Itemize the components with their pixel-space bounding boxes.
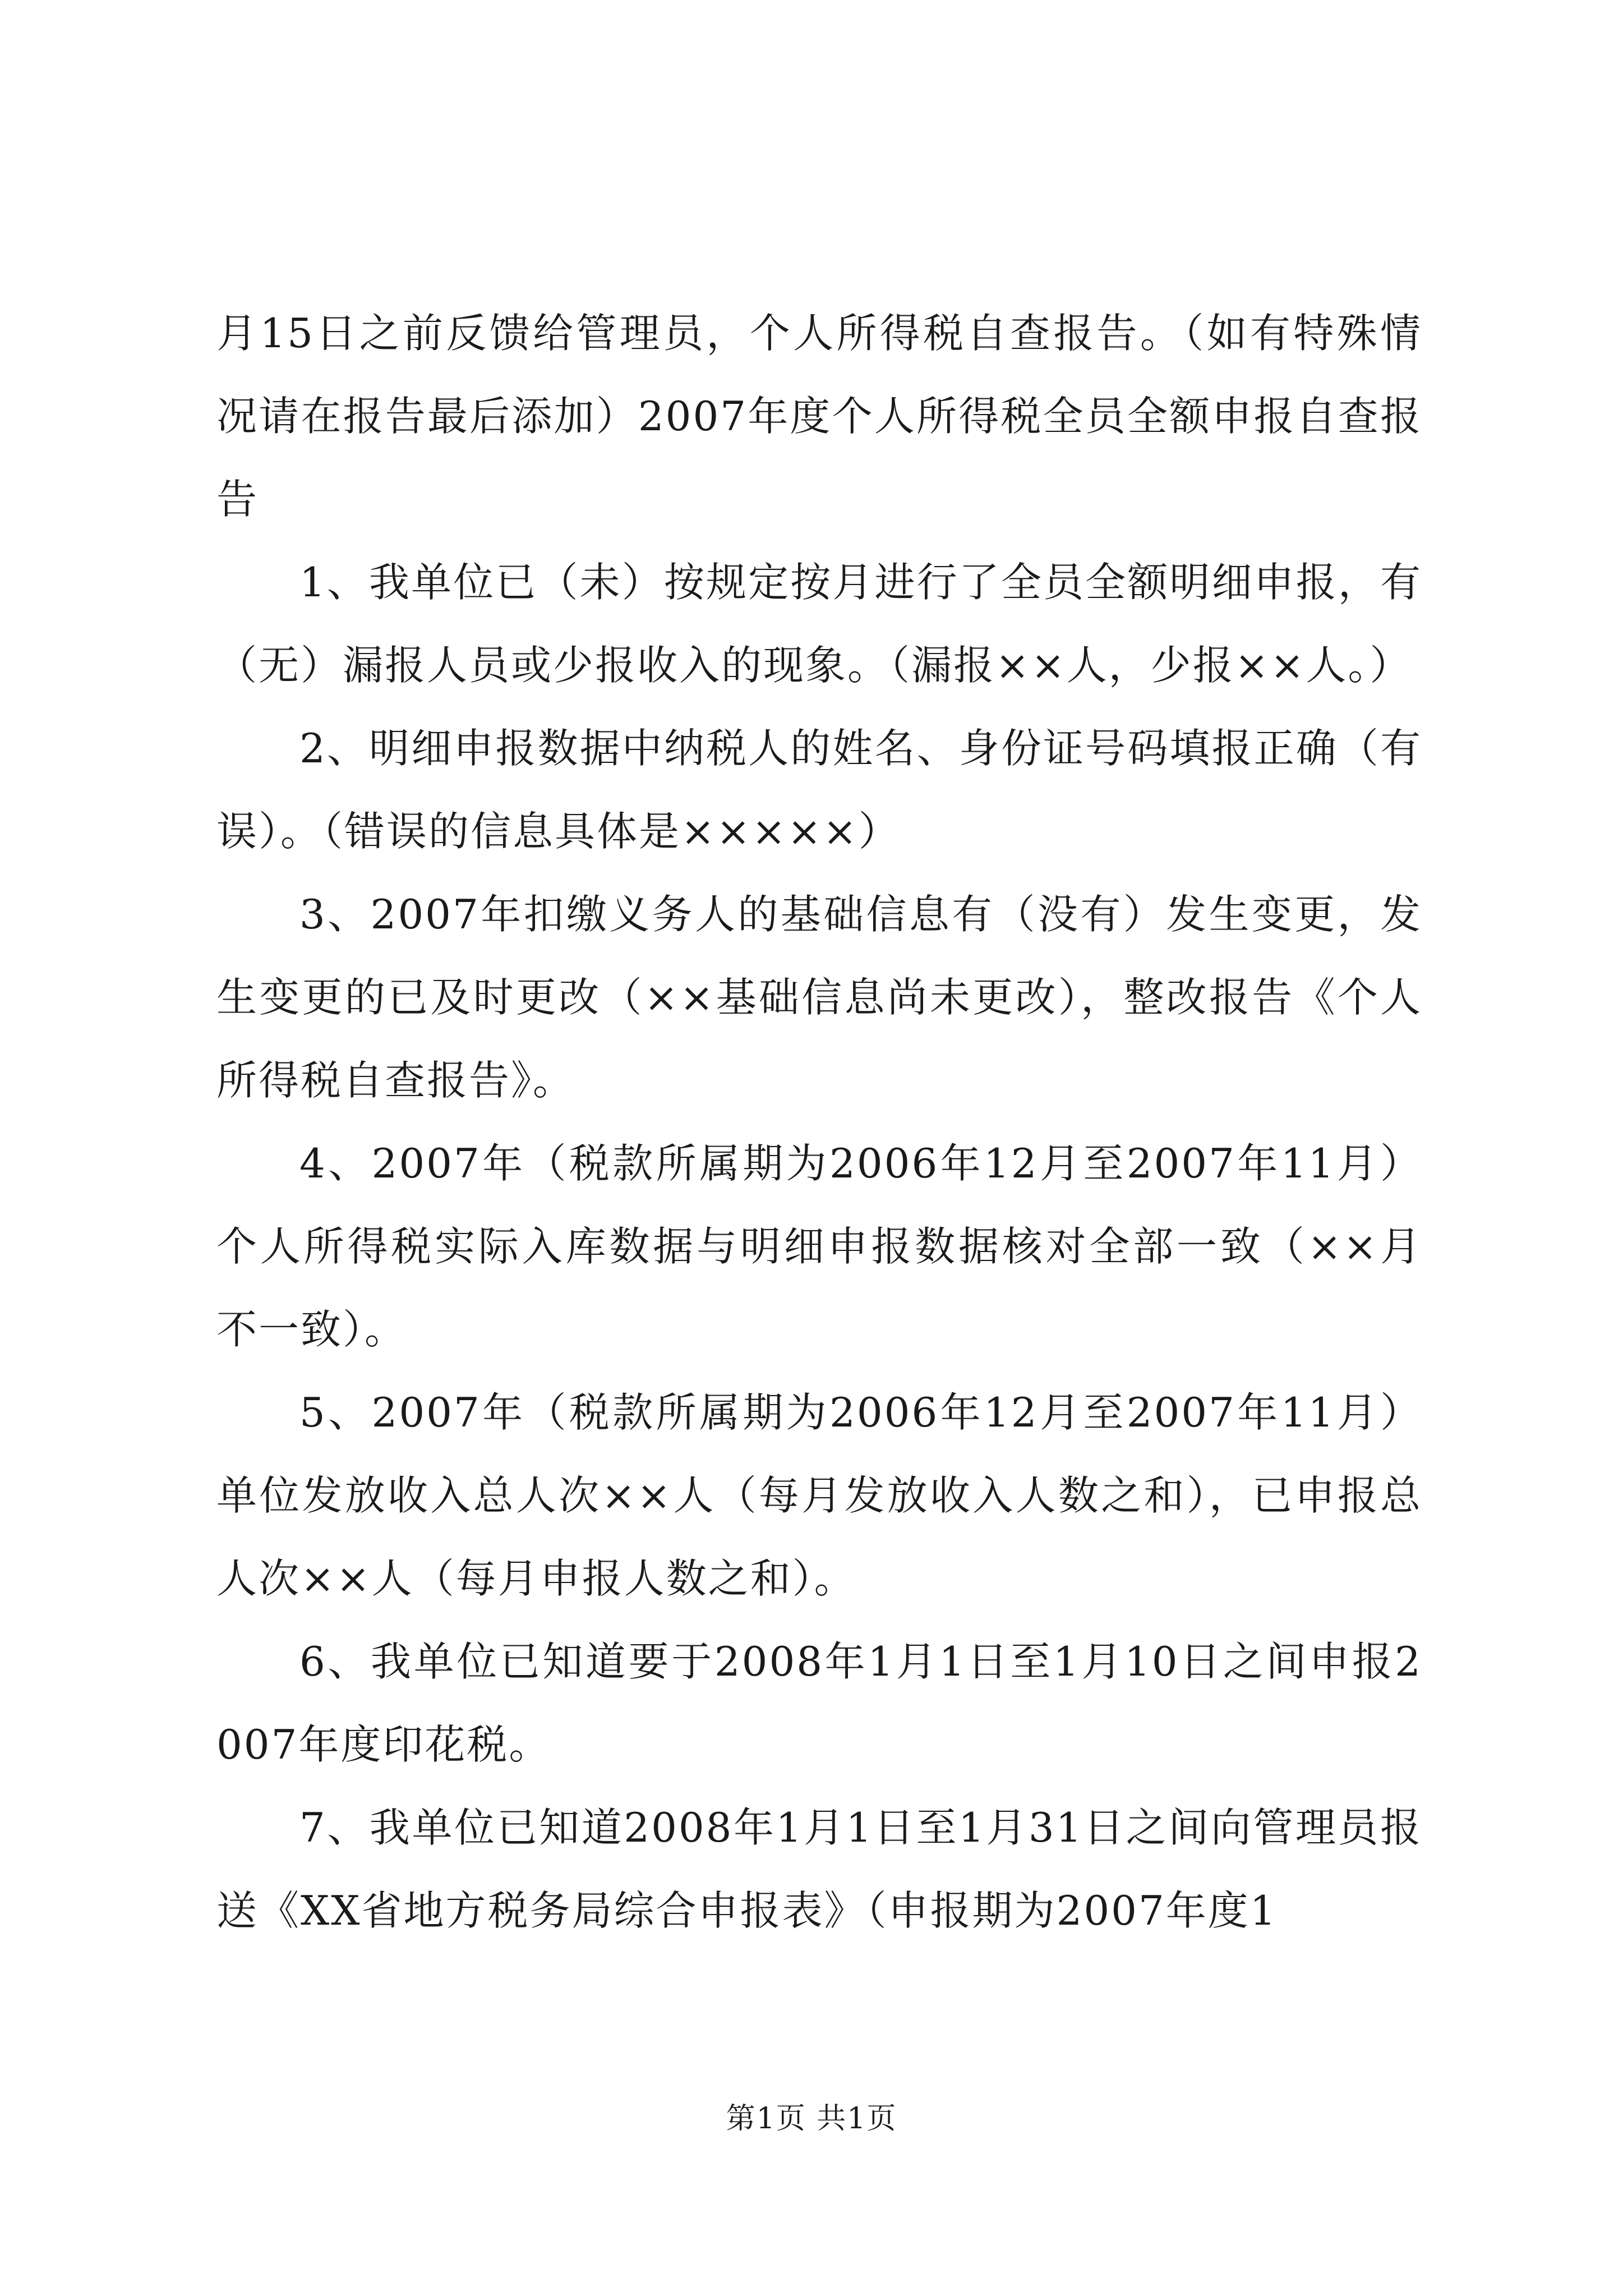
paragraph-item-4: 4、2007年（税款所属期为2006年12月至2007年11月）个人所得税实际入库数据与明细申报数据核对全部一致（××月不一致）。 [216,1140,1422,1353]
document-body [216,292,1422,1952]
paragraph-item-3: 3、2007年扣缴义务人的基础信息有（没有）发生变更，发生变更的已及时更改（××基础信息尚未更改），整改报告《个人所得税自查报告》。 [216,891,1422,1104]
paragraph-item-5: 5、2007年（税款所属期为2006年12月至2007年11月）单位发放收入总人次××人（每月发放收入人数之和），已申报总人次××人（每月申报人数之和）。 [216,1389,1422,1602]
paragraph-continuation: 月15日之前反馈给管理员，个人所得税自查报告。（如有特殊情况请在报告最后添加）2007年度个人所得税全员全额申报自查报告 [216,310,1422,523]
page-footer: 第1页 共1页 [726,2102,897,2136]
paragraph-item-6: 6、我单位已知道要于2008年1月1日至1月10日之间申报2007年度印花税。 [216,1638,1422,1768]
paragraph-item-1: 1、我单位已（未）按规定按月进行了全员全额明细申报，有（无）漏报人员或少报收入的现象。（漏报××人，少报××人。） [216,559,1422,689]
paragraph-item-2: 2、明细申报数据中纳税人的姓名、身份证号码填报正确（有误）。（错误的信息具体是×××××） [216,725,1422,855]
paragraph-item-7: 7、我单位已知道2008年1月1日至1月31日之间向管理员报送《XX省地方税务局综合申报表》（申报期为2007年度1 [216,1804,1422,1934]
